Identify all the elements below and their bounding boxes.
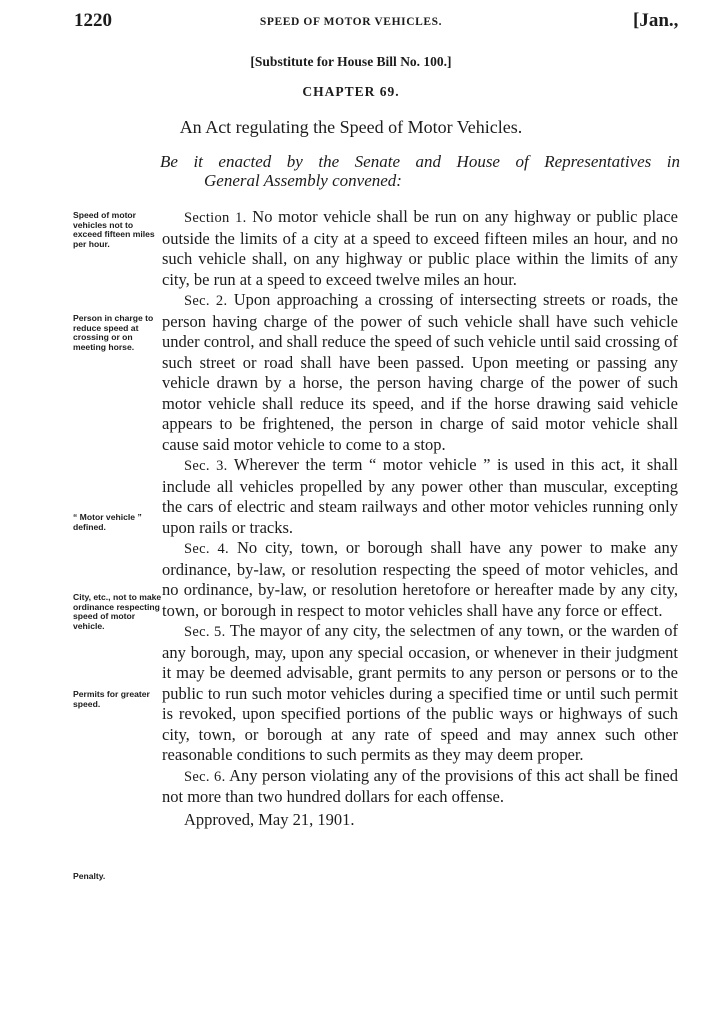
section-4: [162, 538, 678, 621]
section-label: Sec. 3.: [184, 458, 228, 474]
section-label: Sec. 5.: [184, 624, 226, 640]
page-number: 1220: [74, 10, 112, 31]
section-5: [162, 621, 678, 766]
date-mark: [Jan.,: [633, 10, 679, 31]
section-text: No motor vehicle shall be run on any highway or public place outside the limits of a city at a speed to exceed fifteen miles an hour, and no such vehicle shall, on any highway or public place within the limits of any city, be run at a speed to exceed twelve miles an hour.: [162, 207, 678, 289]
section-label: Sec. 2.: [184, 293, 228, 309]
margin-note-section-5: Permits for greater speed.: [73, 689, 150, 709]
substitute-note: [Substitute for House Bill No. 100.]: [250, 54, 452, 69]
section-label: Sec. 6.: [184, 768, 226, 785]
act-title: An Act regulating the Speed of Motor Vehicles.: [179, 117, 523, 137]
margin-note-section-6: Penalty.: [73, 871, 106, 881]
section-text: Any person violating any of the provisions of this act shall be fined not more than two hundred dollars for each offense.: [162, 765, 678, 806]
chapter-heading: CHAPTER 69.: [302, 84, 400, 99]
section-text: Wherever the term “ motor vehicle ” is used in this act, it shall include all vehicles propelled by any power other than muscular, excepting the cars of electric and steam railways and other motor vehicles running only upon rails or tracks.: [162, 455, 678, 537]
section-label: Sec. 4.: [184, 541, 229, 557]
page-header: [0, 10, 702, 38]
section-label: Section 1.: [184, 210, 247, 226]
section-6: [162, 766, 678, 808]
running-head: SPEED OF MOTOR VEHICLES.: [259, 16, 443, 28]
section-text: No city, town, or borough shall have any power to make any ordinance, by-law, or resolution respecting the speed of motor vehicles, and no ordinance, by-law, or resolution heretofore or hereafter made by any city, town, or borough in respect to motor vehicles shall have any force or effect.: [162, 538, 678, 620]
margin-note-section-4: City, etc., not to make ordinance respecting speed of motor vehicle.: [73, 592, 162, 631]
statute-body: [162, 207, 678, 830]
margin-note-section-3: “ Motor vehicle ” defined.: [73, 512, 142, 532]
approval-line: Approved, May 21, 1901.: [184, 809, 355, 829]
section-text: The mayor of any city, the selectmen of any town, or the warden of any borough, may, upon any special occasion, or whenever in their judgment it may be deemed advisable, grant permits to any person or persons or to the public to run such motor vehicles during a specified time or until such permit is revoked, upon specified portions of the public ways or highways of such city, town, or borough at any rate of speed and may annex such other reasonable conditions to such permits as they may deem proper.: [162, 621, 678, 764]
section-3: [162, 455, 678, 538]
section-2: [162, 290, 678, 455]
enacting-clause-line-2: General Assembly convened:: [204, 171, 402, 190]
section-text: Upon approaching a crossing of intersecting streets or roads, the person having charge of the power of such vehicle shall have such vehicle under control, and shall reduce the speed of such vehicle until said crossing of such street or road shall have been passed. Upon meeting or passing any vehicle drawn by a horse, the person having charge of the power of such motor vehicle shall reduce its speed, and if the horse drawing said vehicle appears to be frightened, the person in charge of said motor vehicle shall cause said motor vehicle to come to a stop.: [162, 290, 678, 454]
enacting-clause: [160, 152, 680, 190]
margin-note-section-1: Speed of motor vehicles not to exceed fifteen miles per hour.: [73, 210, 155, 249]
margin-note-section-2: Person in charge to reduce speed at crossing or on meeting horse.: [73, 313, 154, 352]
section-1: [162, 207, 678, 290]
enacting-clause-line-1: Be it enacted by the Senate and House of Representatives in: [160, 152, 680, 171]
